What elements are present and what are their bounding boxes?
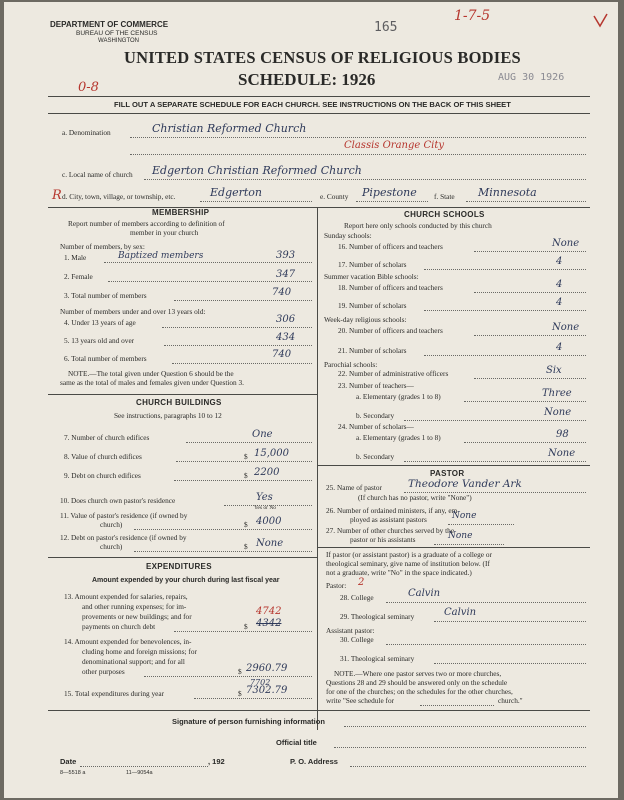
pastor-note-5: church."	[498, 696, 523, 705]
q28-label: 28. College	[340, 593, 374, 602]
q11-dollar: $	[244, 520, 248, 529]
q13-note[interactable]: 4742	[256, 606, 282, 617]
q22-value[interactable]: Six	[546, 365, 562, 376]
q17-value[interactable]: 4	[556, 256, 563, 267]
membership-heading: MEMBERSHIP	[152, 208, 210, 217]
q8-value[interactable]: 15,000	[254, 448, 289, 459]
weekday-label: Week-day religious schools:	[324, 315, 407, 324]
q16-value[interactable]: None	[552, 238, 580, 249]
q10-value[interactable]: Yes	[256, 492, 273, 503]
q16-label: 16. Number of officers and teachers	[338, 242, 443, 251]
q21-value[interactable]: 4	[556, 342, 563, 353]
city-value[interactable]: Edgerton	[210, 186, 263, 199]
q23-label: 23. Number of teachers—	[338, 381, 414, 390]
q3-value[interactable]: 740	[272, 287, 292, 298]
q30-label: 30. College	[340, 635, 374, 644]
po-address-label: P. O. Address	[290, 757, 338, 766]
q15-dollar: $	[238, 689, 242, 698]
q19-label: 19. Number of scholars	[338, 301, 407, 310]
membership-intro-2: member in your church	[130, 228, 199, 237]
stamp-number: 165	[374, 20, 398, 35]
q9-value[interactable]: 2200	[254, 467, 280, 478]
pastor-mark[interactable]: 2	[358, 577, 365, 588]
schools-heading: CHURCH SCHOOLS	[404, 210, 485, 219]
q23a-value[interactable]: Three	[542, 388, 572, 399]
buildings-sub: See instructions, paragraphs 10 to 12	[114, 411, 222, 420]
q17-label: 17. Number of scholars	[338, 260, 407, 269]
q14-label-4: other purposes	[82, 667, 125, 676]
department-title: DEPARTMENT OF COMMERCE	[50, 20, 169, 29]
q13-label: 13. Amount expended for salaries, repairs,	[64, 592, 188, 601]
q5-label: 5. 13 years old and over	[64, 336, 135, 345]
corner-code: 1-7-5	[454, 8, 491, 24]
q6-label: 6. Total number of members	[64, 354, 147, 363]
pastor-heading: PASTOR	[430, 469, 465, 478]
q6-value[interactable]: 740	[272, 349, 292, 360]
left-code: 0-8	[78, 80, 99, 95]
parochial-label: Parochial schools:	[324, 360, 378, 369]
pastor-note-2: Questions 28 and 29 should be answered only on the schedule	[326, 678, 508, 687]
state-value[interactable]: Minnesota	[478, 186, 537, 199]
q7-label: 7. Number of church edifices	[64, 433, 150, 442]
pastor-label: Pastor:	[326, 581, 347, 590]
q27-label: 27. Number of other churches served by the	[326, 526, 455, 535]
q25-value[interactable]: Theodore Vander Ark	[408, 478, 522, 490]
membership-intro: Report number of members according to definition of	[68, 219, 225, 228]
q14-label: 14. Amount expended for benevolences, in-	[64, 637, 192, 646]
q14-label-3: denominational support; and for all	[82, 657, 185, 666]
q25-note: (If church has no pastor, write "None")	[358, 493, 472, 502]
q27-label-2: pastor or his assistants	[350, 535, 416, 544]
q5-value[interactable]: 434	[276, 332, 296, 343]
q8-dollar: $	[244, 452, 248, 461]
q11-label-2: church)	[100, 520, 123, 529]
q24b-label: b. Secondary	[356, 452, 395, 461]
state-label: f. State	[434, 192, 455, 201]
expenditures-heading: EXPENDITURES	[146, 562, 212, 571]
q4-value[interactable]: 306	[276, 314, 296, 325]
q1-label: 1. Male	[64, 253, 87, 262]
q28-value[interactable]: Calvin	[408, 588, 441, 599]
q26-value[interactable]: None	[452, 511, 477, 521]
q13-value[interactable]: 4342	[256, 618, 282, 629]
q21-label: 21. Number of scholars	[338, 346, 407, 355]
q14-value[interactable]: 2960.79	[246, 663, 288, 674]
membership-note-2: same as the total of males and females given under Question 3.	[60, 378, 244, 387]
graduate-note: If pastor (or assistant pastor) is a graduate of a college or	[326, 550, 492, 559]
q24a-label: a. Elementary (grades 1 to 8)	[356, 433, 441, 442]
q12-value[interactable]: None	[256, 538, 284, 549]
classis-value[interactable]: Classis Orange City	[344, 140, 444, 151]
form-number: 8—5518 a	[60, 770, 86, 776]
local-name-label: c. Local name of church	[62, 170, 133, 179]
schools-sub: Report here only schools conducted by this church	[344, 221, 492, 230]
yes-no-hint: Yes or No	[254, 505, 277, 511]
city-title: WASHINGTON	[98, 38, 140, 44]
q7-value[interactable]: One	[252, 429, 273, 440]
pastor-note: NOTE.—Where one pastor serves two or more churches,	[334, 669, 502, 678]
q15-label: 15. Total expenditures during year	[64, 689, 165, 698]
date-label: Date	[60, 757, 77, 766]
q20-value[interactable]: None	[552, 322, 580, 333]
q23b-value[interactable]: None	[544, 407, 572, 418]
q29-label: 29. Theological seminary	[340, 612, 415, 621]
form-title: UNITED STATES CENSUS OF RELIGIOUS BODIES	[124, 48, 521, 67]
year-label: , 192	[208, 757, 225, 766]
q18-value[interactable]: 4	[556, 279, 563, 290]
q10-label: 10. Does church own pastor's residence	[60, 496, 176, 505]
membership-note: NOTE.—The total given under Question 6 should be the	[68, 369, 234, 378]
q20-label: 20. Number of officers and teachers	[338, 326, 443, 335]
q24-label: 24. Number of scholars—	[338, 422, 414, 431]
q23a-label: a. Elementary (grades 1 to 8)	[356, 392, 441, 401]
buildings-heading: CHURCH BUILDINGS	[136, 398, 222, 407]
q9-label: 9. Debt on church edifices	[64, 471, 141, 480]
q12-dollar: $	[244, 542, 248, 551]
by-sex-label: Number of members, by sex:	[60, 242, 145, 251]
q15-note[interactable]: 7702	[250, 678, 271, 687]
assistant-label: Assistant pastor:	[326, 626, 375, 635]
q29-value[interactable]: Calvin	[444, 607, 477, 618]
q1-value[interactable]: 393	[276, 250, 296, 261]
q1-note[interactable]: Baptized members	[118, 251, 204, 261]
instruction-line: FILL OUT A SEPARATE SCHEDULE FOR EACH CHURCH. SEE INSTRUCTIONS ON THE BACK OF THIS SHEET	[114, 100, 511, 109]
q24b-value[interactable]: None	[548, 448, 576, 459]
q22-label: 22. Number of administrative officers	[338, 369, 449, 378]
pastor-note-4: write "See schedule for	[326, 696, 395, 705]
q13-label-2: and other running expenses; for im-	[82, 602, 187, 611]
q3-label: 3. Total number of members	[64, 291, 147, 300]
age-heading: Number of members under and over 13 years old:	[60, 307, 206, 316]
q26-label: 26. Number of ordained ministers, if any, em-	[326, 506, 460, 515]
summer-label: Summer vacation Bible schools:	[324, 272, 419, 281]
county-label: e. County	[320, 192, 349, 201]
check-mark-icon	[592, 12, 610, 30]
form-subtitle: SCHEDULE: 1926	[238, 70, 376, 89]
expenditures-sub: Amount expended by your church during last fiscal year	[92, 577, 280, 584]
received-date-stamp: AUG 30 1926	[498, 72, 565, 83]
census-schedule-sheet	[4, 2, 618, 798]
q12-label: 12. Debt on pastor's residence (if owned by	[60, 533, 187, 542]
official-title-label: Official title	[276, 738, 317, 747]
pastor-note-3: for one of the churches; on the schedules for the other churches,	[326, 687, 513, 696]
local-name-value[interactable]: Edgerton Christian Reformed Church	[152, 164, 362, 177]
sunday-label: Sunday schools:	[324, 231, 372, 240]
q14-dollar: $	[238, 667, 242, 676]
q27-value[interactable]: None	[448, 531, 473, 541]
q13-label-4: payments on church debt	[82, 622, 156, 631]
q15-value[interactable]: 7302.79	[246, 685, 288, 696]
q26-label-2: ployed as assistant pastors	[350, 515, 427, 524]
q9-dollar: $	[244, 471, 248, 480]
q2-value[interactable]: 347	[276, 269, 296, 280]
graduate-note-3: not a graduate, write "No" in the space indicated.)	[326, 568, 472, 577]
print-number: 11—9054a	[126, 770, 153, 776]
q12-label-2: church)	[100, 542, 123, 551]
q23b-label: b. Secondary	[356, 411, 395, 420]
q18-label: 18. Number of officers and teachers	[338, 283, 443, 292]
q4-label: 4. Under 13 years of age	[64, 318, 136, 327]
city-label: d. City, town, village, or township, etc.	[62, 192, 176, 201]
q13-label-3: provements or new buildings; and for	[82, 612, 192, 621]
q14-label-2: cluding home and foreign missions; for	[82, 647, 197, 656]
q11-value[interactable]: 4000	[256, 516, 282, 527]
q19-value[interactable]: 4	[556, 297, 563, 308]
county-value[interactable]: Pipestone	[362, 186, 417, 199]
q8-label: 8. Value of church edifices	[64, 452, 142, 461]
margin-mark: R	[52, 188, 62, 203]
q31-label: 31. Theological seminary	[340, 654, 415, 663]
denomination-value[interactable]: Christian Reformed Church	[152, 122, 307, 135]
q2-label: 2. Female	[64, 272, 93, 281]
q13-dollar: $	[244, 622, 248, 631]
q25-label: 25. Name of pastor	[326, 483, 382, 492]
graduate-note-2: theological seminary, give name of institution below. (If	[326, 559, 490, 568]
bureau-title: BUREAU OF THE CENSUS	[76, 30, 158, 37]
q11-label: 11. Value of pastor's residence (if owned by	[60, 511, 188, 520]
q24a-value[interactable]: 98	[556, 429, 569, 440]
signature-label: Signature of person furnishing information	[172, 717, 325, 726]
denomination-label: a. Denomination	[62, 128, 111, 137]
